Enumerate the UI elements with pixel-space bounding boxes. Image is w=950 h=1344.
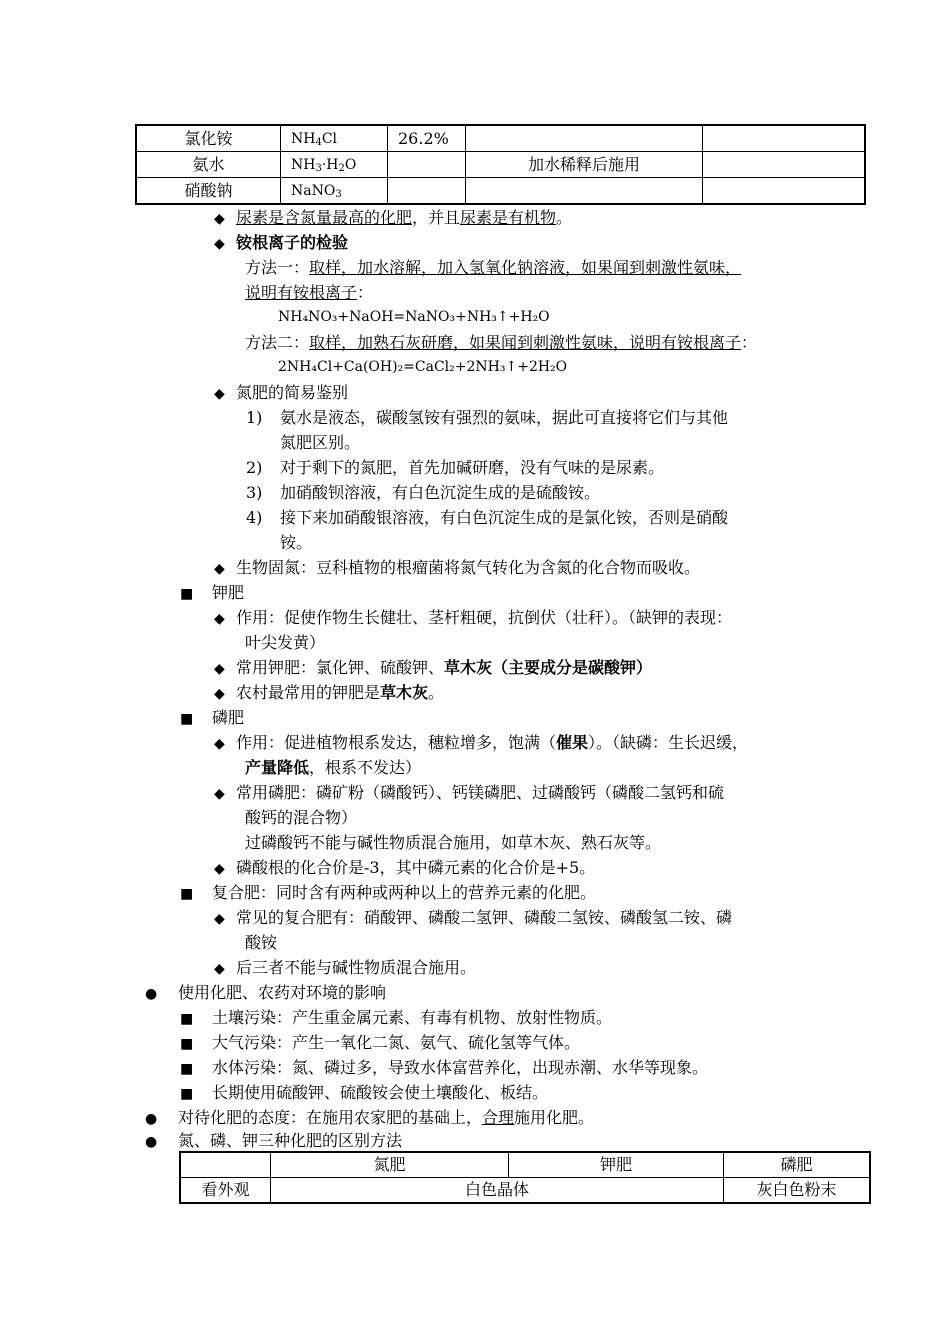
diamond-icon: ◆ bbox=[214, 561, 225, 577]
diamond-icon: ◆ bbox=[214, 661, 225, 677]
table-cell: 氯化铵 bbox=[136, 125, 281, 152]
bullet-line: ■ 长期使用硫酸钾、硫酸铵会使土壤酸化、板结。 bbox=[180, 1080, 548, 1107]
table-cell: NaNO$_3$ bbox=[281, 178, 388, 205]
bullet-line: ◆ 作用：促使作物生长健壮、茎杆粗硬，抗倒伏（壮秆）。（缺钾的表现： bbox=[214, 605, 732, 632]
bullet-line: ◆ 常见的复合肥有：硝酸钾、磷酸二氢钾、磷酸二氢铵、磷酸氢二铵、磷 bbox=[214, 905, 732, 932]
table-cell bbox=[466, 125, 703, 152]
bullet-line: ■ 土壤污染：产生重金属元素、有毒有机物、放射性物质。 bbox=[180, 1005, 612, 1032]
diamond-icon: ◆ bbox=[214, 211, 225, 227]
table-row bbox=[136, 125, 865, 152]
text-line: 铵。 bbox=[280, 533, 313, 552]
table-cell bbox=[388, 178, 466, 205]
table-cell: 硝酸钠 bbox=[136, 178, 281, 205]
table-row bbox=[136, 152, 865, 178]
table-cell: 氨水 bbox=[136, 152, 281, 178]
table-cell: 钾肥 bbox=[509, 1152, 724, 1178]
square-icon: ■ bbox=[180, 886, 194, 902]
table-cell bbox=[388, 152, 466, 178]
bullet-line: ◆ 农村最常用的钾肥是草木灰。 bbox=[214, 680, 444, 707]
square-icon: ■ bbox=[180, 1036, 194, 1052]
table-cell bbox=[703, 152, 866, 178]
bullet-line: ■ 钾肥 bbox=[180, 580, 244, 607]
diamond-icon: ◆ bbox=[214, 911, 225, 927]
table-cell bbox=[466, 178, 703, 205]
table-row bbox=[180, 1178, 870, 1204]
text-line: 酸铵 bbox=[245, 933, 278, 952]
bullet-line: ● 氮、磷、钾三种化肥的区别方法 bbox=[145, 1128, 402, 1155]
bullet-line: ◆ 后三者不能与碱性物质混合施用。 bbox=[214, 955, 476, 982]
diamond-icon: ◆ bbox=[214, 386, 225, 402]
text-line: 方法二：取样，加熟石灰研磨，如果闻到刺激性氨味，说明有铵根离子： bbox=[245, 333, 758, 352]
table-cell: 磷肥 bbox=[724, 1152, 871, 1178]
bullet-line: ◆ 磷酸根的化合价是-3，其中磷元素的化合价是+5。 bbox=[214, 855, 595, 882]
bullet-line: ■ 磷肥 bbox=[180, 705, 244, 732]
table-cell: 看外观 bbox=[180, 1178, 271, 1204]
table-cell: $NH_3\cdot H_2O$ bbox=[281, 152, 388, 178]
bullet-line: ● 对待化肥的态度：在施用农家肥的基础上，合理施用化肥。 bbox=[145, 1105, 594, 1132]
circle-icon: ● bbox=[145, 1111, 158, 1127]
bullet-line: ■ 大气污染：产生一氧化二氮、氨气、硫化氢等气体。 bbox=[180, 1030, 580, 1057]
text-line: 产量降低，根系不发达） bbox=[245, 758, 422, 777]
bullet-line: ■ 水体污染：氮、磷过多，导致水体富营养化，出现赤潮、水华等现象。 bbox=[180, 1055, 708, 1082]
square-icon: ■ bbox=[180, 1061, 194, 1077]
circle-icon: ● bbox=[145, 1134, 158, 1150]
table-row bbox=[136, 178, 865, 205]
table-cell: 加水稀释后施用 bbox=[466, 152, 703, 178]
text-line: 方法一：取样，加水溶解，加入氢氧化钠溶液，如果闻到刺激性氨味， bbox=[245, 258, 742, 277]
circle-icon: ● bbox=[145, 986, 158, 1002]
diamond-icon: ◆ bbox=[214, 611, 225, 627]
bullet-line: ◆ 常用磷肥：磷矿粉（磷酸钙）、钙镁磷肥、过磷酸钙（磷酸二氢钙和硫 bbox=[214, 780, 724, 807]
diamond-icon: ◆ bbox=[214, 961, 225, 977]
text-line: 酸钙的混合物） bbox=[245, 808, 358, 827]
bullet-line: ● 使用化肥、农药对环境的影响 bbox=[145, 980, 386, 1007]
square-icon: ■ bbox=[180, 1011, 194, 1027]
text-line: 说明有铵根离子： bbox=[245, 283, 374, 302]
equation: NH₄NO₃+NaOH=NaNO₃+NH₃↑+H₂O bbox=[278, 309, 550, 325]
square-icon: ■ bbox=[180, 1086, 194, 1102]
list-item: 1) 氨水是液态，碳酸氢铵有强烈的氨味，据此可直接将它们与其他 bbox=[246, 408, 729, 427]
table-cell: 氮肥 bbox=[271, 1152, 509, 1178]
diamond-icon: ◆ bbox=[214, 686, 225, 702]
table-cell: $NH_4Cl$ bbox=[281, 125, 388, 152]
fertilizer-table bbox=[135, 124, 866, 205]
bullet-line: ◆ 铵根离子的检验 bbox=[214, 230, 348, 257]
table-cell: 灰白色粉末 bbox=[724, 1178, 871, 1204]
table-cell: 26.2% bbox=[388, 125, 466, 152]
table-cell bbox=[703, 178, 866, 205]
diamond-icon: ◆ bbox=[214, 786, 225, 802]
bullet-line: ◆ 常用钾肥：氯化钾、硫酸钾、草木灰（主要成分是碳酸钾） bbox=[214, 655, 652, 682]
bullet-line: ◆ 生物固氮：豆科植物的根瘤菌将氮气转化为含氮的化合物而吸收。 bbox=[214, 555, 700, 582]
equation: 2NH₄Cl+Ca(OH)₂=CaCl₂+2NH₃↑+2H₂O bbox=[278, 359, 568, 375]
table-cell bbox=[703, 125, 866, 152]
bullet-line: ■ 复合肥：同时含有两种或两种以上的营养元素的化肥。 bbox=[180, 880, 596, 907]
list-item: 2) 对于剩下的氮肥，首先加碱研磨，没有气味的是尿素。 bbox=[246, 458, 665, 477]
bullet-line: ◆ 作用：促进植物根系发达，穗粒增多，饱满（催果）。（缺磷：生长迟缓， bbox=[214, 730, 748, 757]
bullet-line: ◆ 氮肥的简易鉴别 bbox=[214, 380, 348, 407]
text-line: 氮肥区别。 bbox=[280, 433, 361, 452]
diamond-icon: ◆ bbox=[214, 861, 225, 877]
table-row bbox=[180, 1152, 870, 1178]
square-icon: ■ bbox=[180, 586, 194, 602]
bullet-line: ◆ 尿素是含氮量最高的化肥，并且尿素是有机物。 bbox=[214, 205, 572, 232]
diamond-icon: ◆ bbox=[214, 736, 225, 752]
diamond-icon: ◆ bbox=[214, 236, 225, 252]
square-icon: ■ bbox=[180, 711, 194, 727]
list-item: 4) 接下来加硝酸银溶液，有白色沉淀生成的是氯化铵，否则是硝酸 bbox=[246, 508, 729, 527]
distinguish-table bbox=[179, 1151, 871, 1204]
text-line: 过磷酸钙不能与碱性物质混合施用，如草木灰、熟石灰等。 bbox=[245, 833, 662, 852]
text-line: 叶尖发黄） bbox=[245, 633, 326, 652]
list-item: 3) 加硝酸钡溶液，有白色沉淀生成的是硫酸铵。 bbox=[246, 483, 601, 502]
table-cell bbox=[180, 1152, 271, 1178]
table-cell: 白色晶体 bbox=[271, 1178, 724, 1204]
